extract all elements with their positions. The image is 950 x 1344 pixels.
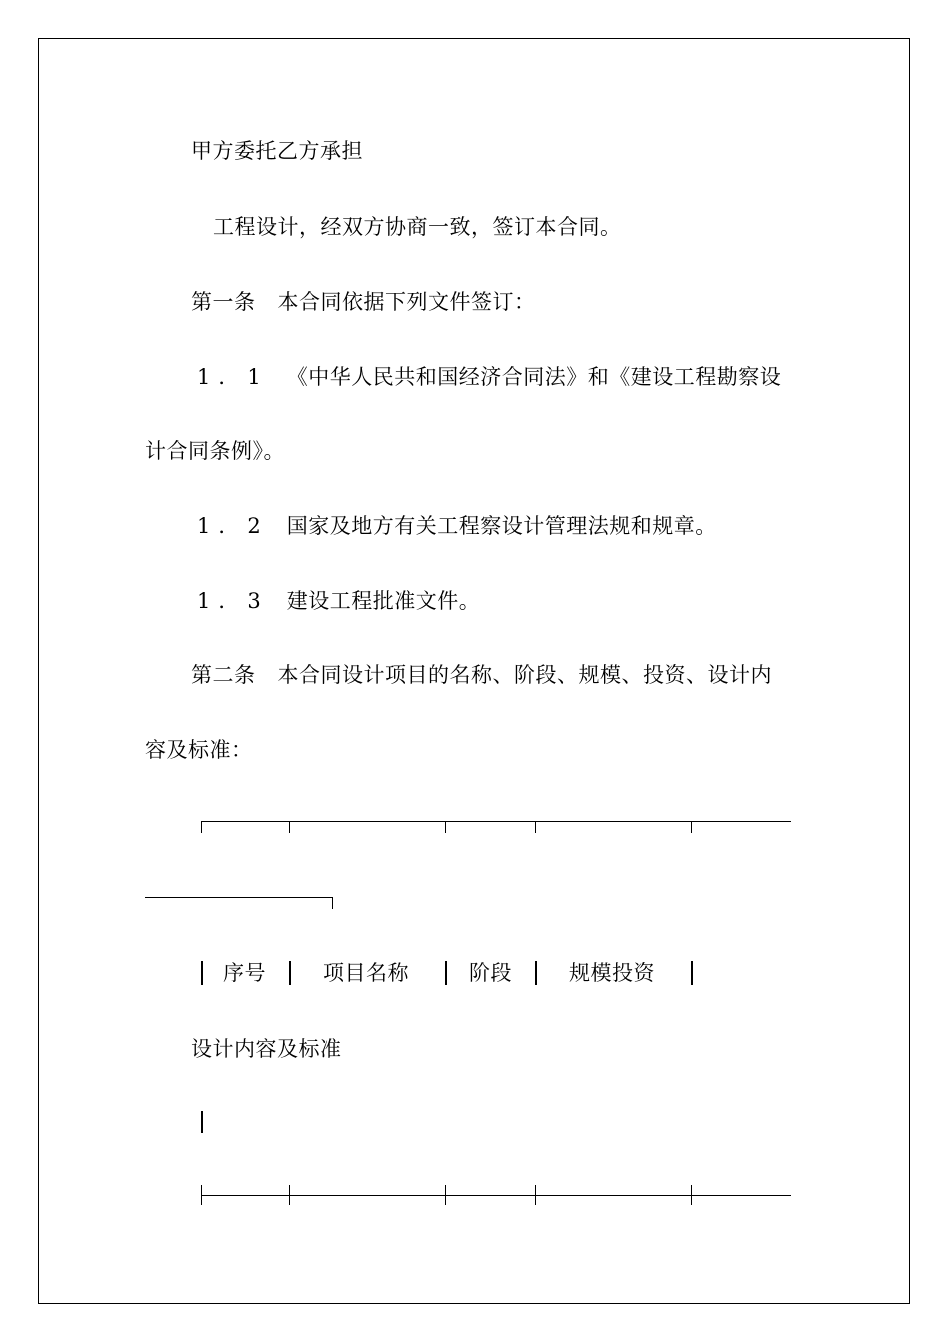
- document-page: [38, 38, 910, 1304]
- table-header-scale-investment: 规模投资: [569, 961, 655, 985]
- item-1-1-continued: 计合同条例》。: [145, 439, 285, 463]
- item-1-1-text: 《中华人民共和国经济合同法》和《建设工程勘察设: [286, 365, 782, 389]
- item-1-2-text: 国家及地方有关工程察设计管理法规和规章。: [286, 514, 717, 538]
- table-cell-divider: [289, 961, 291, 985]
- table-separator-joint: [535, 1185, 536, 1205]
- table-top-tick: [289, 821, 290, 833]
- item-1-1-number: 1．1: [197, 365, 269, 389]
- item-1-2: [197, 512, 717, 540]
- item-1-3-number: 1．3: [197, 589, 269, 613]
- article-2: [191, 661, 772, 689]
- table-cell-divider: [691, 961, 693, 985]
- item-1-1: [197, 363, 781, 391]
- table-cell-divider: [201, 961, 203, 985]
- paragraph-agreement: 工程设计，经双方协商一致，签订本合同。: [213, 215, 622, 239]
- table-top-border-continued: [145, 897, 333, 898]
- table-cell-divider: [201, 1111, 203, 1133]
- table-separator-joint: [445, 1185, 446, 1205]
- article-1: [191, 288, 536, 316]
- table-header-project-name: 项目名称: [323, 961, 409, 985]
- table-header-index: 序号: [223, 961, 266, 985]
- table-top-corner: [201, 821, 202, 833]
- table-separator-joint: [201, 1185, 202, 1205]
- table-cell-divider: [445, 961, 447, 985]
- item-1-3-text: 建设工程批准文件。: [286, 589, 481, 613]
- table-separator-joint: [691, 1185, 692, 1205]
- article-2-label: 第二条: [191, 663, 256, 687]
- table-top-right-corner: [332, 897, 333, 909]
- article-2-continued: 容及标准：: [145, 738, 253, 762]
- table-top-tick: [535, 821, 536, 833]
- table-cell-divider: [535, 961, 537, 985]
- item-1-2-number: 1．2: [197, 514, 269, 538]
- item-1-3: [197, 587, 480, 615]
- paragraph-intro: 甲方委托乙方承担: [191, 139, 363, 163]
- table-header-stage: 阶段: [469, 961, 512, 985]
- table-header-design-content: 设计内容及标准: [191, 1037, 342, 1061]
- article-1-label: 第一条: [191, 290, 256, 314]
- article-2-text: 本合同设计项目的名称、阶段、规模、投资、设计内: [277, 663, 772, 687]
- article-1-text: 本合同依据下列文件签订：: [277, 290, 536, 314]
- table-top-tick: [691, 821, 692, 833]
- table-separator-joint: [289, 1185, 290, 1205]
- table-top-tick: [445, 821, 446, 833]
